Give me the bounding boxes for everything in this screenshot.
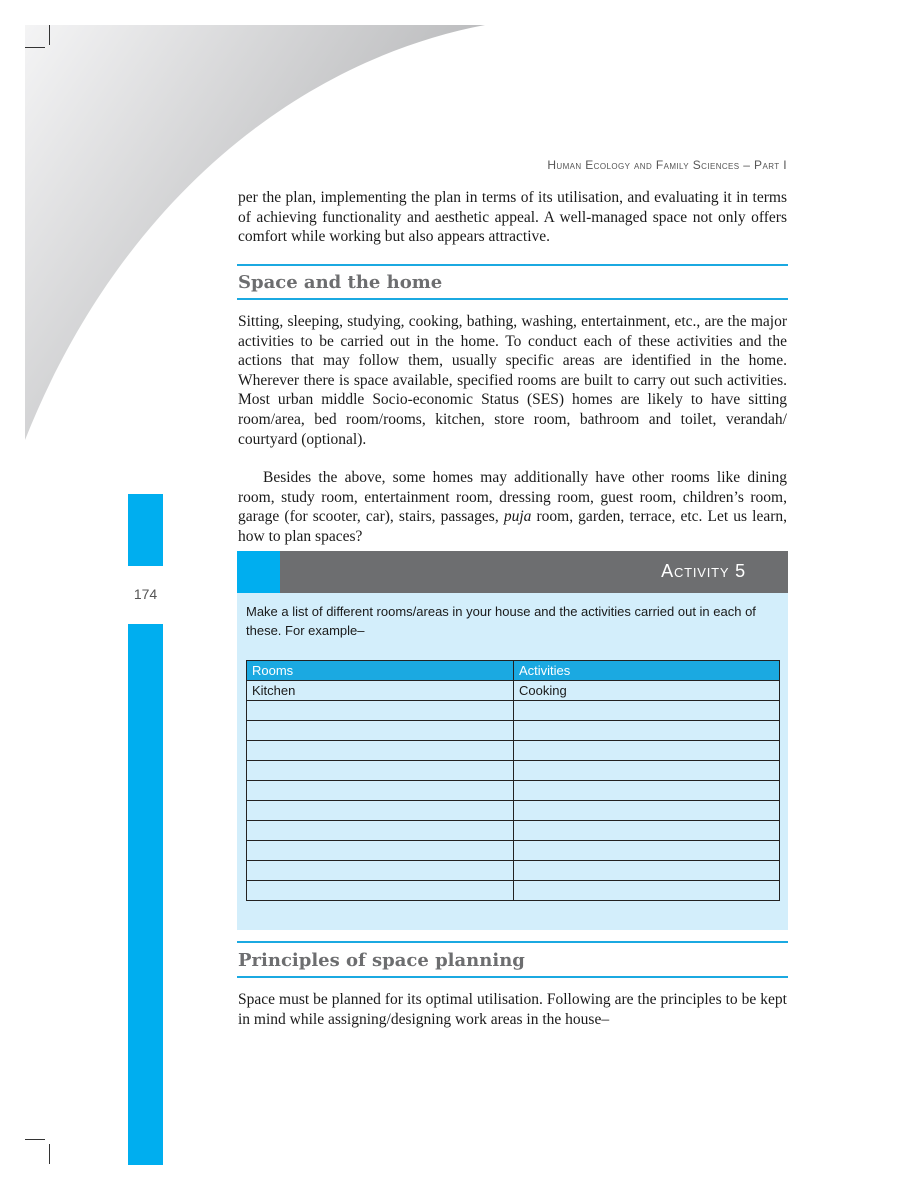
table-row <box>247 881 780 901</box>
table-cell <box>247 721 514 741</box>
section-heading-space-home: Space and the home <box>238 272 443 293</box>
section2-rule-bottom <box>237 976 788 978</box>
crop-mark-bottom-left-v <box>49 1144 50 1164</box>
column-header-activities: Activities <box>514 661 780 681</box>
running-header: Human Ecology and Family Sciences – Part I <box>547 158 787 172</box>
table-cell: Kitchen <box>247 681 514 701</box>
table-cell <box>514 781 780 801</box>
table-cell <box>247 801 514 821</box>
activity-instruction: Make a list of different rooms/areas in your house and the activities carried out in each of these. For example– <box>246 604 756 638</box>
table-cell <box>247 881 514 901</box>
table-row <box>247 781 780 801</box>
table-cell <box>247 781 514 801</box>
section-heading-principles: Principles of space planning <box>238 950 525 971</box>
rooms-activities-table <box>246 660 780 901</box>
table-cell <box>247 821 514 841</box>
crop-mark-top-left-v <box>49 25 50 45</box>
sidebar-bar-bottom <box>128 624 163 1165</box>
table-cell <box>247 741 514 761</box>
table-cell <box>247 701 514 721</box>
table-cell <box>514 701 780 721</box>
section-rule-top <box>237 264 788 266</box>
activity-accent-block <box>237 551 280 593</box>
para2-text-b: room, garden, terrace, etc. Let us learn, how to plan spaces? <box>238 508 787 545</box>
table-cell <box>247 861 514 881</box>
section2-rule-top <box>237 941 788 943</box>
table-row <box>247 681 780 701</box>
table-cell <box>514 881 780 901</box>
table-cell <box>514 821 780 841</box>
table-cell: Cooking <box>514 681 780 701</box>
table-cell <box>247 761 514 781</box>
sidebar-bar-top <box>128 494 163 566</box>
crop-mark-bottom-left-h <box>25 1139 45 1140</box>
column-header-rooms: Rooms <box>247 661 514 681</box>
table-cell <box>514 861 780 881</box>
body-paragraph-2 <box>238 468 787 546</box>
table-row <box>247 821 780 841</box>
table-row <box>247 841 780 861</box>
table-cell <box>514 741 780 761</box>
table-cell <box>514 841 780 861</box>
page-number: 174 <box>133 586 158 602</box>
table-cell <box>514 761 780 781</box>
table-row <box>247 801 780 821</box>
para2-text-a: Besides the above, some homes may additionally have other rooms like dining room, study room, entertainment room, dressing room, guest room, children’s room, garage (for scooter, car), stairs, passages, <box>238 469 787 526</box>
puja-term: puja <box>503 508 532 526</box>
activity-title: Activity 5 <box>661 561 746 581</box>
section-rule-bottom <box>237 298 788 300</box>
table-header-row <box>247 661 780 681</box>
table-row <box>247 741 780 761</box>
table-row <box>247 761 780 781</box>
principles-paragraph: Space must be planned for its optimal utilisation. Following are the principles to be kept in mind while assigning/designing work areas in the house– <box>238 991 787 1028</box>
table-cell <box>247 841 514 861</box>
table-cell <box>514 721 780 741</box>
crop-mark-top-left-h <box>25 47 45 48</box>
table-cell <box>514 801 780 821</box>
body-paragraph: Sitting, sleeping, studying, cooking, bathing, washing, entertainment, etc., are the major activities to be carried out in the home. To conduct each of these activities and the actions that may follow them, usually specific areas are identified in the home. Wherever there is space available, specified rooms are built to carry out such activities. Most urban middle Socio-economic Status (SES) homes are likely to have sitting room/area, bed room/rooms, kitchen, store room, bathroom and toilet, verandah/ courtyard (optional). <box>238 313 787 448</box>
table-row <box>247 701 780 721</box>
intro-paragraph: per the plan, implementing the plan in terms of its utilisation, and evaluating it in terms of achieving functionality and aesthetic appeal. A well-managed space not only offers comfort while working but also appears attractive. <box>238 189 787 246</box>
table-row <box>247 721 780 741</box>
table-row <box>247 861 780 881</box>
